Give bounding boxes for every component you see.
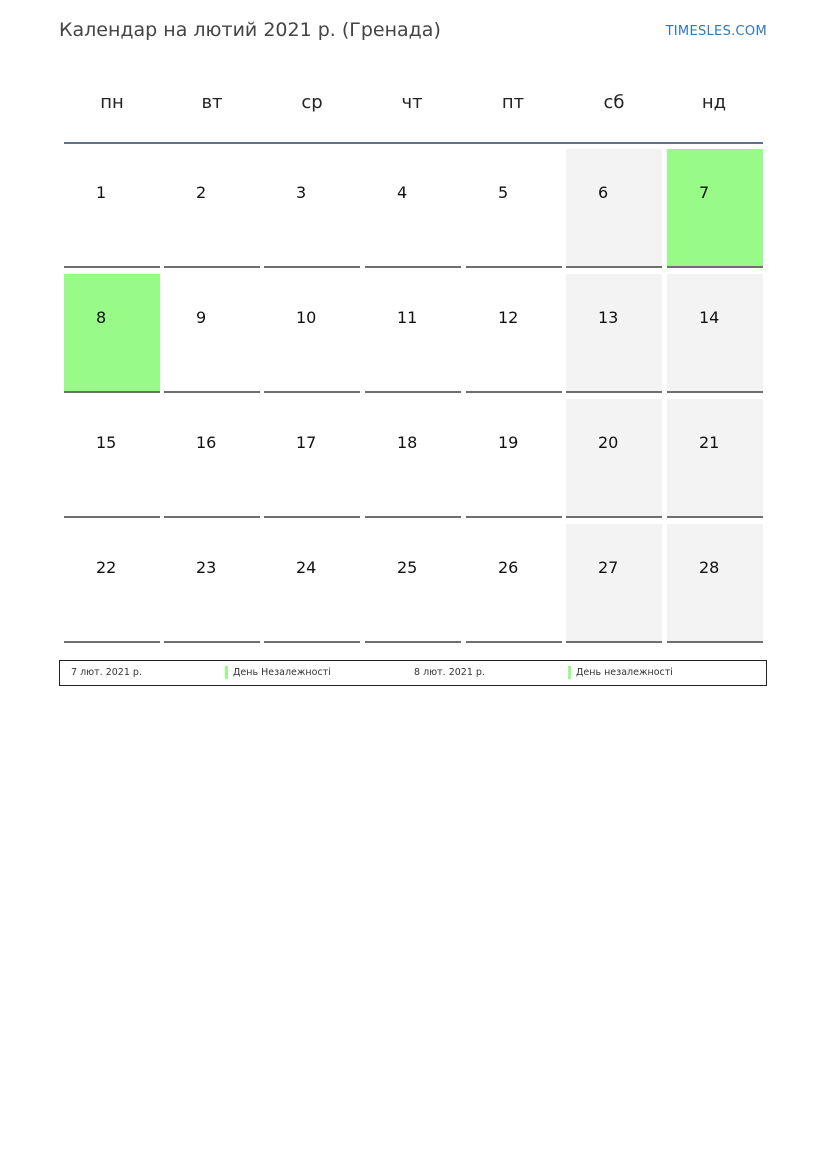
day-cell-6	[566, 149, 662, 268]
day-number: 22	[96, 558, 117, 577]
weekday-fri: пт	[501, 92, 525, 113]
day-number: 15	[96, 433, 117, 452]
day-number: 28	[699, 558, 720, 577]
day-cell-25	[365, 524, 461, 643]
header-divider	[64, 142, 763, 144]
day-number: 14	[699, 308, 720, 327]
day-cell-14	[667, 274, 763, 393]
day-number: 2	[196, 183, 207, 202]
day-number: 17	[296, 433, 317, 452]
day-number: 19	[498, 433, 519, 452]
legend-color-marker	[225, 666, 228, 679]
day-number: 26	[498, 558, 519, 577]
day-number: 20	[598, 433, 619, 452]
day-cell-15	[64, 399, 160, 518]
day-number: 25	[397, 558, 418, 577]
day-cell-13	[566, 274, 662, 393]
brand-link[interactable]: TIMESLES.COM	[665, 24, 767, 39]
day-number: 6	[598, 183, 609, 202]
weekday-tue: вт	[201, 92, 223, 113]
day-cell-17	[264, 399, 360, 518]
day-cell-5	[466, 149, 562, 268]
day-number: 18	[397, 433, 418, 452]
day-number: 11	[397, 308, 418, 327]
day-number: 21	[699, 433, 720, 452]
legend-holiday-name: День незалежності	[576, 667, 673, 678]
day-cell-4	[365, 149, 461, 268]
day-number: 1	[96, 183, 107, 202]
day-number: 13	[598, 308, 619, 327]
day-number: 23	[196, 558, 217, 577]
day-cell-9	[164, 274, 260, 393]
day-cell-10	[264, 274, 360, 393]
legend-color-marker	[568, 666, 571, 679]
day-number: 12	[498, 308, 519, 327]
weekday-sun: нд	[701, 92, 727, 113]
weekday-mon: пн	[100, 92, 124, 113]
holiday-legend	[59, 660, 767, 686]
day-cell-24	[264, 524, 360, 643]
page-title: Календар на лютий 2021 р. (Гренада)	[59, 19, 441, 41]
day-number: 4	[397, 183, 408, 202]
day-cell-8	[64, 274, 160, 393]
legend-holiday-name: День Незалежності	[233, 667, 331, 678]
day-number: 9	[196, 308, 207, 327]
day-cell-7	[667, 149, 763, 268]
day-cell-1	[64, 149, 160, 268]
day-number: 10	[296, 308, 317, 327]
legend-date: 8 лют. 2021 р.	[414, 667, 485, 678]
day-cell-12	[466, 274, 562, 393]
weekday-thu: чт	[401, 92, 423, 113]
weekday-header-row	[64, 92, 764, 120]
day-number: 24	[296, 558, 317, 577]
legend-date: 7 лют. 2021 р.	[71, 667, 142, 678]
day-number: 27	[598, 558, 619, 577]
weekday-sat: сб	[603, 92, 625, 113]
day-cell-11	[365, 274, 461, 393]
calendar-grid	[64, 149, 764, 645]
day-cell-20	[566, 399, 662, 518]
day-cell-28	[667, 524, 763, 643]
day-cell-23	[164, 524, 260, 643]
day-cell-26	[466, 524, 562, 643]
weekday-wed: ср	[301, 92, 323, 113]
day-number: 7	[699, 183, 710, 202]
day-cell-21	[667, 399, 763, 518]
day-number: 16	[196, 433, 217, 452]
day-cell-3	[264, 149, 360, 268]
day-cell-18	[365, 399, 461, 518]
day-number: 8	[96, 308, 107, 327]
day-cell-19	[466, 399, 562, 518]
day-number: 5	[498, 183, 509, 202]
day-cell-27	[566, 524, 662, 643]
day-cell-22	[64, 524, 160, 643]
day-number: 3	[296, 183, 307, 202]
day-cell-16	[164, 399, 260, 518]
day-cell-2	[164, 149, 260, 268]
